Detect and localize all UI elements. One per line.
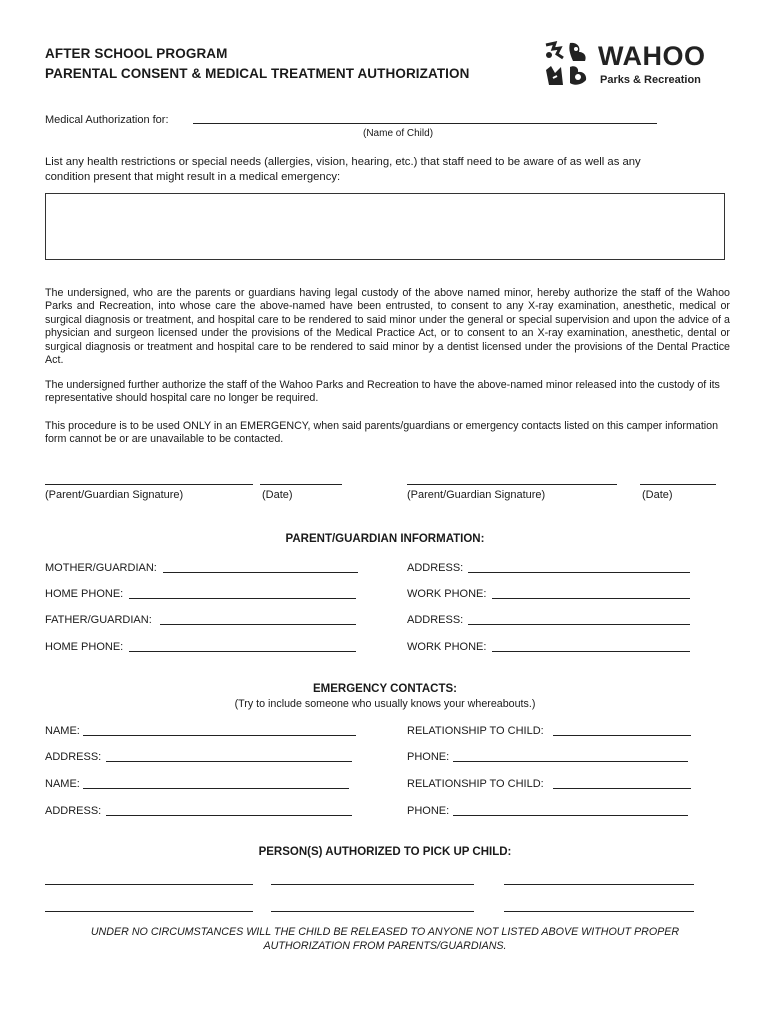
mother-work-phone-label: WORK PHONE: xyxy=(407,588,487,600)
contact-1-phone-label: PHONE: xyxy=(407,751,450,763)
contact-2-address-label: ADDRESS: xyxy=(45,805,102,817)
contact-1-name-field[interactable] xyxy=(83,735,356,736)
date-1-field[interactable] xyxy=(260,484,342,485)
parent-signature-1-field[interactable] xyxy=(45,484,253,485)
logo-wordmark: WAHOO xyxy=(598,41,706,71)
health-restrictions-textarea[interactable] xyxy=(45,193,725,260)
consent-paragraph-3: This procedure is to be used ONLY in an EMERGENCY, when said parents/guardians or emergency contacts listed on this camper information form cannot be or are unavailable to be contacted. xyxy=(45,420,719,446)
contact-2-name-label: NAME: xyxy=(45,778,80,790)
contact-1-relationship-label: RELATIONSHIP TO CHILD: xyxy=(407,725,544,737)
father-work-phone-label: WORK PHONE: xyxy=(407,641,487,653)
pickup-person-2-field[interactable] xyxy=(271,884,474,885)
mother-guardian-label: MOTHER/GUARDIAN: xyxy=(45,562,157,574)
contact-1-phone-field[interactable] xyxy=(453,761,688,762)
mother-home-phone-field[interactable] xyxy=(129,598,356,599)
date-2-field[interactable] xyxy=(640,484,716,485)
logo-subtitle: Parks & Recreation xyxy=(600,74,701,86)
mother-work-phone-field[interactable] xyxy=(492,598,690,599)
contact-2-address-field[interactable] xyxy=(106,815,352,816)
form-title-line1: AFTER SCHOOL PROGRAM xyxy=(45,46,228,61)
contact-1-address-label: ADDRESS: xyxy=(45,751,102,763)
child-name-caption: (Name of Child) xyxy=(363,128,434,139)
father-guardian-label: FATHER/GUARDIAN: xyxy=(45,614,152,626)
contact-2-phone-field[interactable] xyxy=(453,815,688,816)
contact-1-name-label: NAME: xyxy=(45,725,80,737)
date-2-caption: (Date) xyxy=(642,489,673,501)
medical-authorization-label: Medical Authorization for: xyxy=(45,114,169,126)
restrictions-prompt-line2: condition present that might result in a medical emergency: xyxy=(45,171,341,183)
date-1-caption: (Date) xyxy=(262,489,293,501)
wahoo-logo-mark xyxy=(543,40,593,88)
emergency-contacts-heading: EMERGENCY CONTACTS: xyxy=(313,683,457,695)
mother-guardian-field[interactable] xyxy=(163,572,358,573)
mother-home-phone-label: HOME PHONE: xyxy=(45,588,124,600)
signature-1-caption: (Parent/Guardian Signature) xyxy=(45,489,184,501)
contact-2-phone-label: PHONE: xyxy=(407,805,450,817)
pickup-person-3-field[interactable] xyxy=(504,884,694,885)
father-home-phone-label: HOME PHONE: xyxy=(45,641,124,653)
consent-paragraph-2: The undersigned further authorize the staff of the Wahoo Parks and Recreation to have the above-named minor released into the custody of its representative should hospital care no longer be required. xyxy=(45,379,720,405)
parent-signature-2-field[interactable] xyxy=(407,484,617,485)
form-title-line2: PARENTAL CONSENT & MEDICAL TREATMENT AUTHORIZATION xyxy=(45,66,470,81)
restrictions-prompt-line1: List any health restrictions or special needs (allergies, vision, hearing, etc.) that staff need to be aware of as well as any xyxy=(45,156,641,168)
contact-2-relationship-label: RELATIONSHIP TO CHILD: xyxy=(407,778,544,790)
father-address-label: ADDRESS: xyxy=(407,614,464,626)
pickup-person-1-field[interactable] xyxy=(45,884,253,885)
mother-address-label: ADDRESS: xyxy=(407,562,464,574)
release-notice-line2: AUTHORIZATION FROM PARENTS/GUARDIANS. xyxy=(263,940,507,952)
pickup-person-6-field[interactable] xyxy=(504,911,694,912)
father-work-phone-field[interactable] xyxy=(492,651,690,652)
guardian-info-heading: PARENT/GUARDIAN INFORMATION: xyxy=(285,533,485,545)
pickup-heading: PERSON(S) AUTHORIZED TO PICK UP CHILD: xyxy=(258,846,512,858)
contact-1-address-field[interactable] xyxy=(106,761,352,762)
father-guardian-field[interactable] xyxy=(160,624,356,625)
recreation-figures-icon xyxy=(543,40,593,88)
pickup-person-5-field[interactable] xyxy=(271,911,474,912)
contact-2-name-field[interactable] xyxy=(83,788,349,789)
father-home-phone-field[interactable] xyxy=(129,651,356,652)
father-address-field[interactable] xyxy=(468,624,690,625)
pickup-person-4-field[interactable] xyxy=(45,911,253,912)
emergency-contacts-subheading: (Try to include someone who usually knows your whereabouts.) xyxy=(234,698,536,710)
contact-1-relationship-field[interactable] xyxy=(553,735,691,736)
contact-2-relationship-field[interactable] xyxy=(553,788,691,789)
signature-2-caption: (Parent/Guardian Signature) xyxy=(407,489,546,501)
child-name-field[interactable] xyxy=(193,123,657,124)
mother-address-field[interactable] xyxy=(468,572,690,573)
release-notice-line1: UNDER NO CIRCUMSTANCES WILL THE CHILD BE RELEASED TO ANYONE NOT LISTED ABOVE WITHOUT PROPER xyxy=(90,926,680,938)
consent-paragraph-1: The undersigned, who are the parents or guardians having legal custody of the above named minor, hereby authorize the staff of the Wahoo Parks and Recreation, into whose care the above-named have been entrusted, to consent to any X-ray examination, anesthetic, medical or surgical diagnosis or treatment, and hospital care to be rendered to said minor under the general or special supervision and upon the advice of a physician and surgeon licensed under the provisions of the Medical Practice Act, or to consent to an X-ray examination, anesthetic, dental or surgical diagnosis or treatment and hospital care to be rendered to said minor by a dentist licensed under the provisions of the Dental Practice Act. xyxy=(45,287,730,367)
